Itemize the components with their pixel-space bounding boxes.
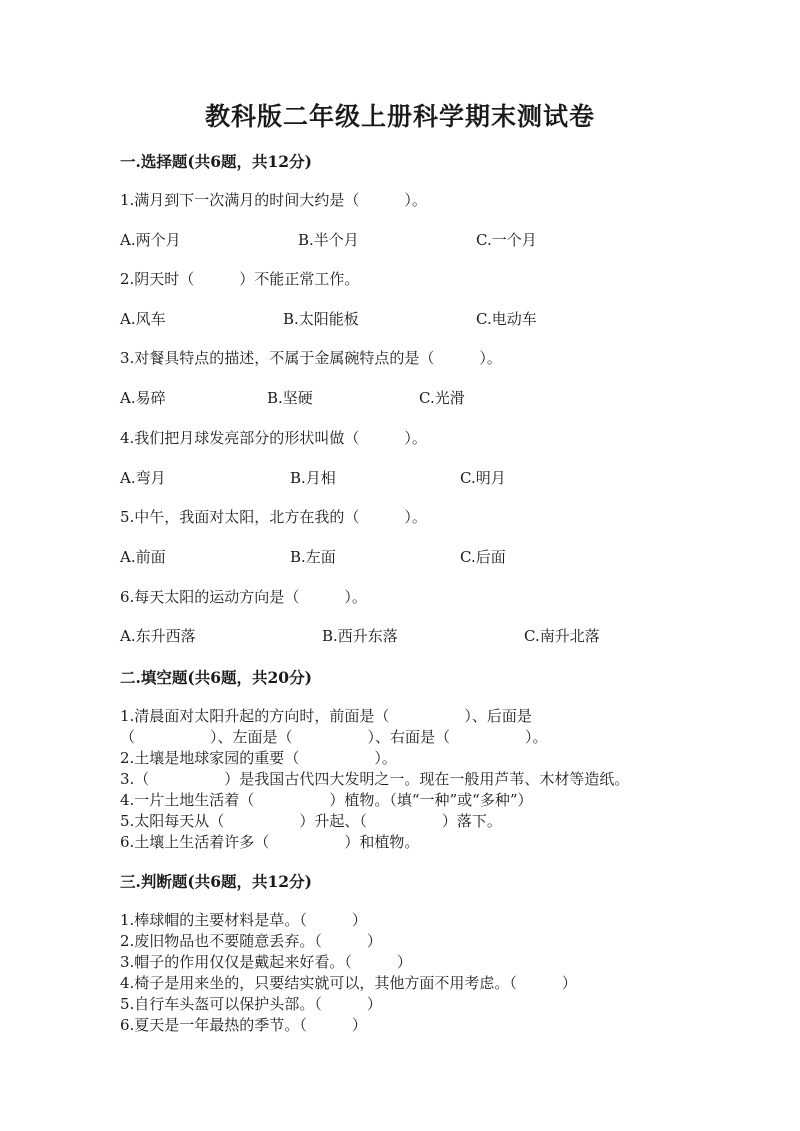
option-a: A.风车 bbox=[120, 310, 166, 328]
option-a: A.易碎 bbox=[120, 389, 166, 407]
option-b: B.左面 bbox=[290, 548, 336, 566]
section-heading-judge: 三.判断题(共6题，共12分) bbox=[120, 872, 312, 891]
fill-line: 6.土壤上生活着许多（ ）和植物。 bbox=[120, 833, 420, 851]
judge-line: 4.椅子是用来坐的，只要结实就可以，其他方面不用考虑。（ ） bbox=[120, 974, 577, 992]
question-text: 3.对餐具特点的描述，不属于金属碗特点的是（ ）。 bbox=[120, 349, 502, 367]
judge-line: 3.帽子的作用仅仅是戴起来好看。（ ） bbox=[120, 953, 412, 971]
judge-line: 5.自行车头盔可以保护头部。（ ） bbox=[120, 995, 382, 1013]
judge-line: 1.棒球帽的主要材料是草。（ ） bbox=[120, 911, 367, 929]
option-b: B.月相 bbox=[290, 469, 336, 487]
judge-line: 2.废旧物品也不要随意丢弃。（ ） bbox=[120, 932, 382, 950]
section-heading-choice: 一.选择题(共6题，共12分) bbox=[120, 152, 312, 171]
section-heading-fill: 二.填空题(共6题，共20分) bbox=[120, 668, 312, 687]
fill-line: （ ）、左面是（ ）、右面是（ ）。 bbox=[120, 728, 548, 746]
option-a: A.弯月 bbox=[120, 469, 166, 487]
option-c: C.明月 bbox=[460, 469, 506, 487]
option-a: A.东升西落 bbox=[120, 627, 196, 645]
fill-line: 3.（ ）是我国古代四大发明之一。现在一般用芦苇、木材等造纸。 bbox=[120, 770, 630, 788]
option-c: C.一个月 bbox=[476, 231, 537, 249]
question-text: 5.中午，我面对太阳，北方在我的（ ）。 bbox=[120, 508, 427, 526]
option-b: B.太阳能板 bbox=[283, 310, 359, 328]
page-title: 教科版二年级上册科学期末测试卷 bbox=[204, 102, 595, 131]
question-text: 2.阴天时（ ）不能正常工作。 bbox=[120, 270, 360, 288]
option-c: C.光滑 bbox=[419, 389, 465, 407]
option-c: C.南升北落 bbox=[524, 627, 600, 645]
option-a: A.前面 bbox=[120, 548, 166, 566]
option-c: C.后面 bbox=[460, 548, 506, 566]
question-text: 6.每天太阳的运动方向是（ ）。 bbox=[120, 588, 367, 606]
fill-line: 1.清晨面对太阳升起的方向时，前面是（ ）、后面是 bbox=[120, 707, 532, 725]
option-a: A.两个月 bbox=[120, 231, 181, 249]
option-b: B.半个月 bbox=[298, 231, 359, 249]
option-b: B.坚硬 bbox=[267, 389, 313, 407]
question-text: 1.满月到下一次满月的时间大约是（ ）。 bbox=[120, 191, 427, 209]
fill-line: 4.一片土地生活着（ ）植物。（填“一种”或“多种”） bbox=[120, 791, 533, 809]
question-text: 4.我们把月球发亮部分的形状叫做（ ）。 bbox=[120, 429, 427, 447]
judge-line: 6.夏天是一年最热的季节。（ ） bbox=[120, 1016, 367, 1034]
option-c: C.电动车 bbox=[476, 310, 537, 328]
fill-line: 2.土壤是地球家园的重要（ ）。 bbox=[120, 749, 397, 767]
fill-line: 5.太阳每天从（ ）升起、（ ）落下。 bbox=[120, 812, 502, 830]
option-b: B.西升东落 bbox=[322, 627, 398, 645]
